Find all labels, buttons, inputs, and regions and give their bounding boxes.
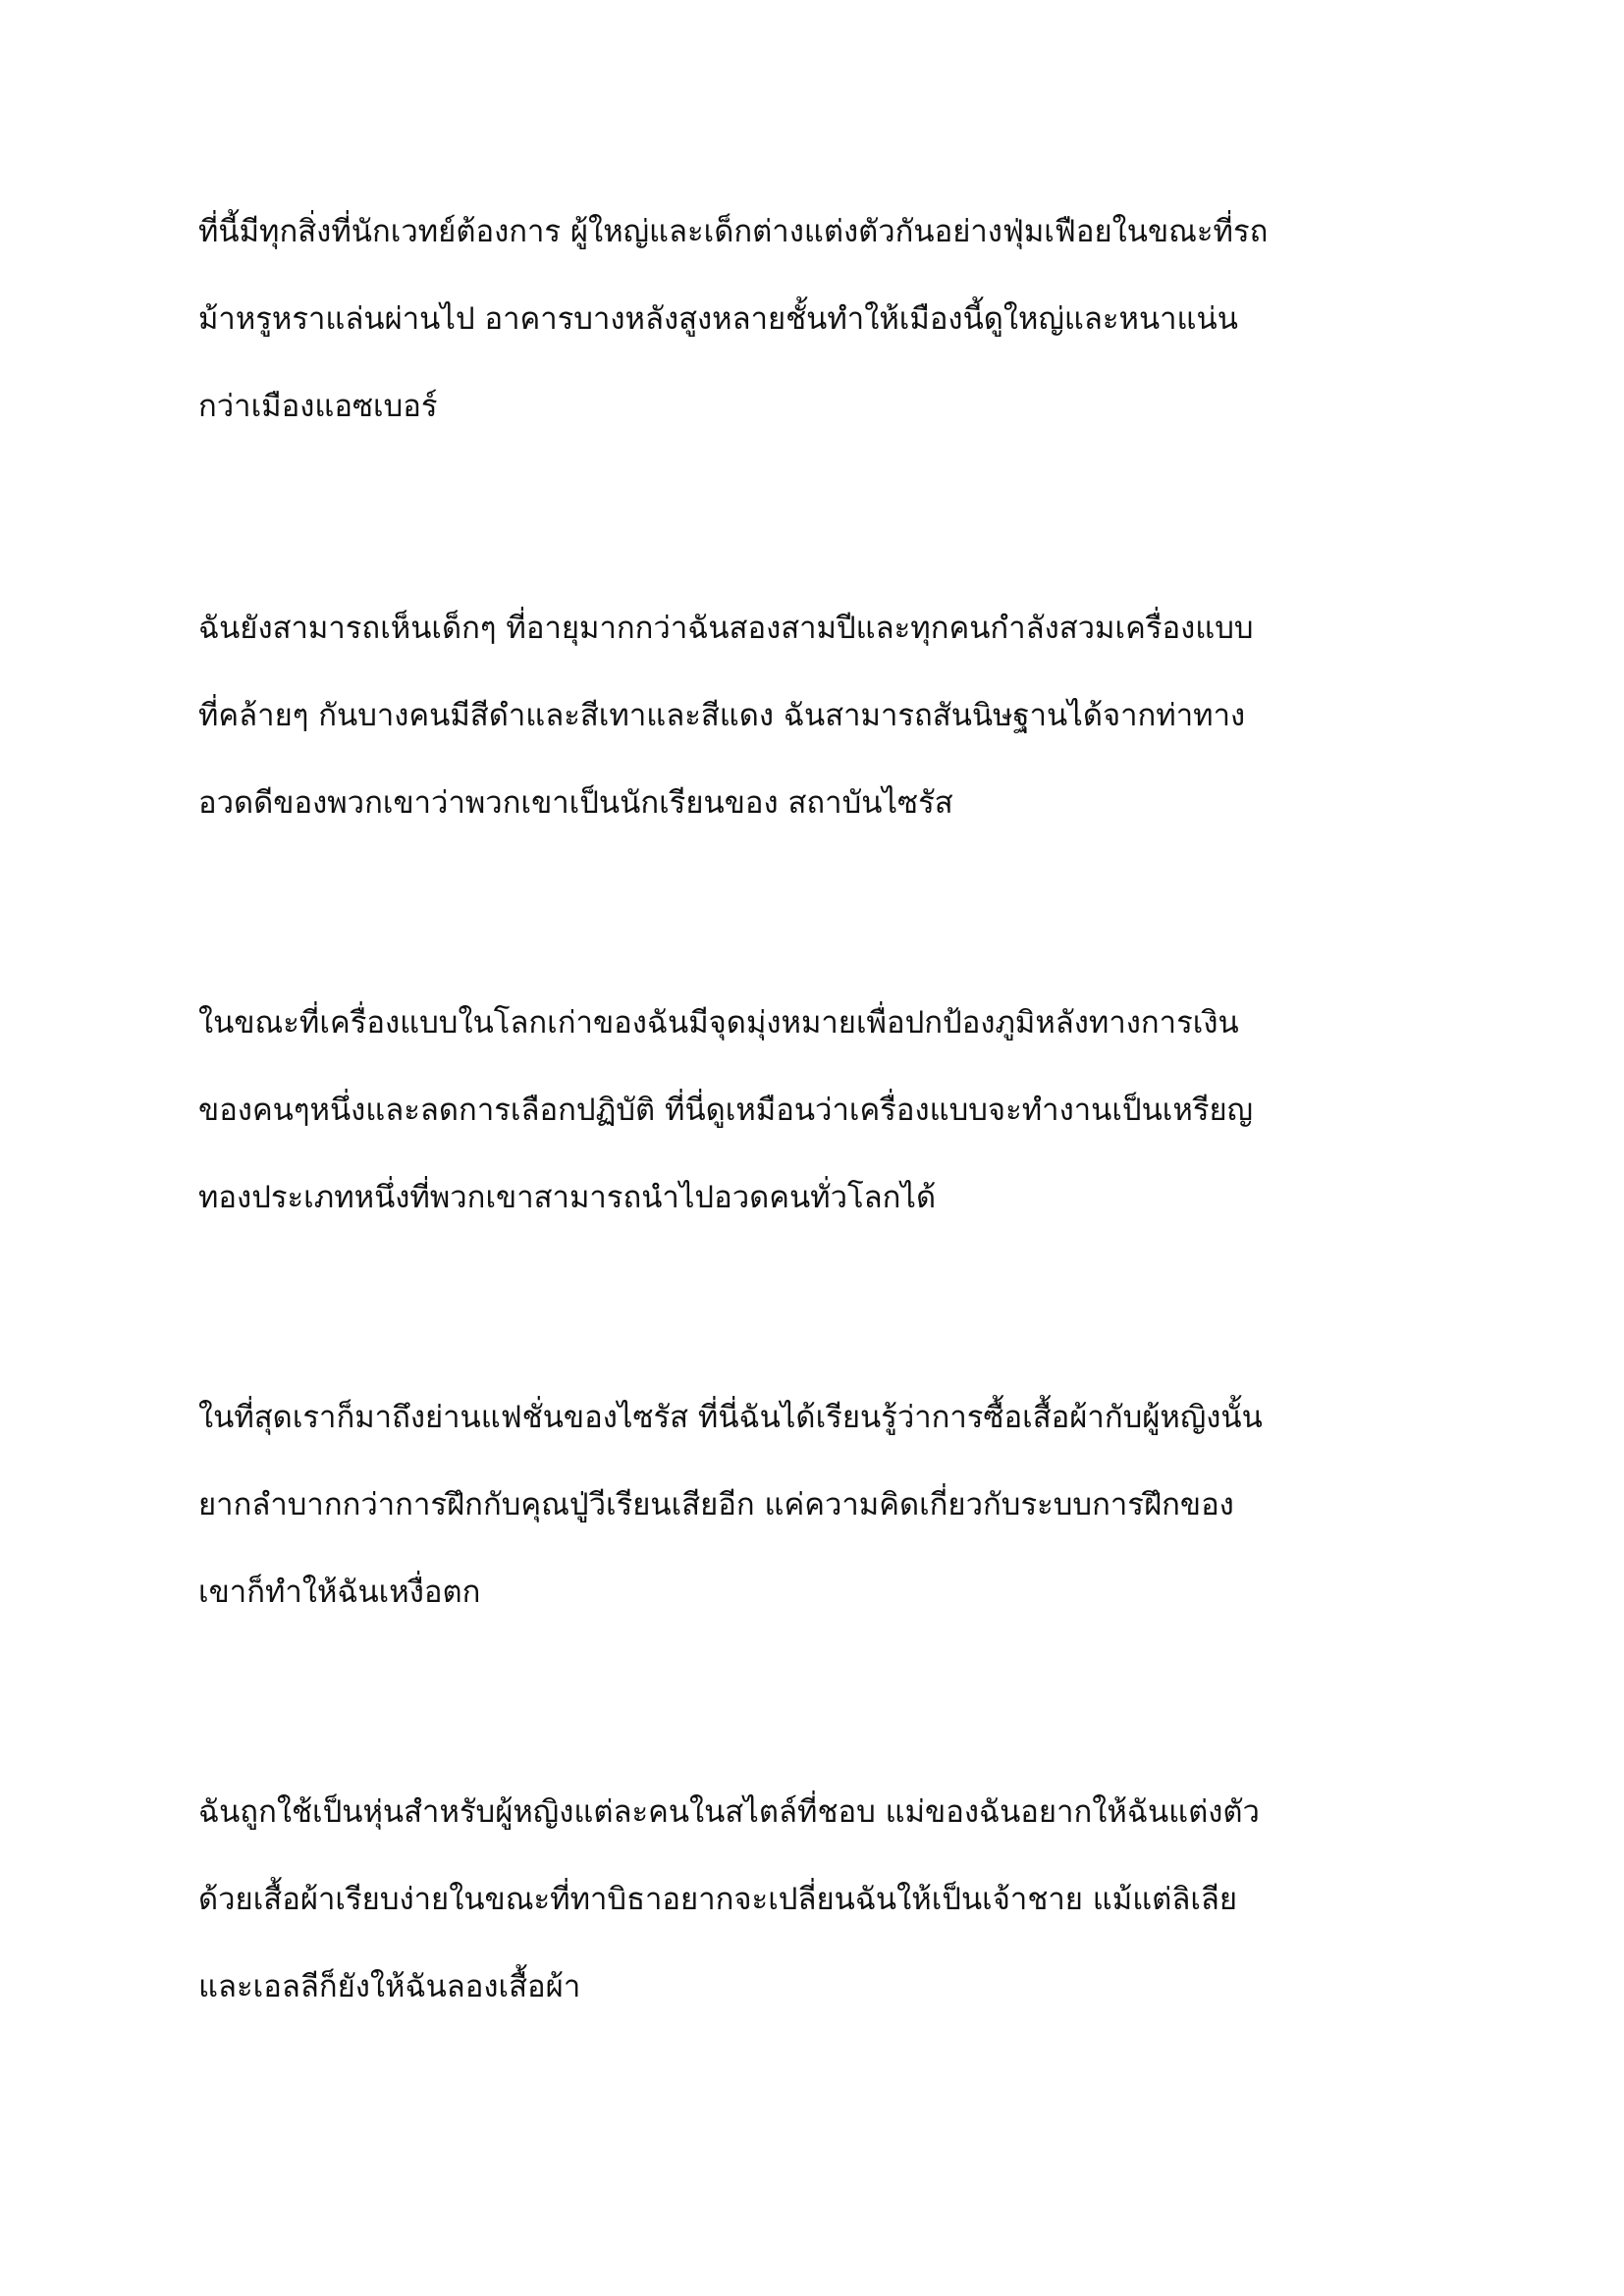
paragraph-line: ทองประเภทหนึ่งที่พวกเขาสามารถนำไปอวดคนทั่วโลกได้: [198, 1180, 937, 1215]
paragraph-line: ที่คล้ายๆ กันบางคนมีสีดำและสีเทาและสีแดง ฉันสามารถสันนิษฐานได้จากท่าทาง: [198, 698, 1246, 733]
paragraph-line: ม้าหรูหราแล่นผ่านไป อาคารบางหลังสูงหลายชั้นทำให้เมืองนี้ดูใหญ่และหนาแน่น: [198, 301, 1238, 337]
paragraph-line: ในขณะที่เครื่องแบบในโลกเก่าของฉันมีจุดมุ่งหมายเพื่อปกป้องภูมิหลังทางการเงิน: [198, 1005, 1239, 1041]
paragraph-line: ด้วยเสื้อผ้าเรียบง่ายในขณะที่ทาบิธาอยากจะเปลี่ยนฉันให้เป็นเจ้าชาย แม้แต่ลิเลีย: [198, 1882, 1238, 1917]
paragraph-line: ที่นี้มีทุกสิ่งที่นักเวทย์ต้องการ ผู้ใหญ่และเด็กต่างแต่งตัวกันอย่างฟุ่มเฟือยในขณะที่รถ: [198, 214, 1269, 249]
paragraph-line: อวดดีของพวกเขาว่าพวกเขาเป็นนักเรียนของ สถาบันไซรัส: [198, 785, 953, 821]
paragraph-5: [198, 1783, 1455, 2045]
paragraph-line: ยากลำบากกว่าการฝึกกับคุณปู่วีเรียนเสียอีก แค่ความคิดเกี่ยวกับระบบการฝึกของ: [198, 1487, 1234, 1522]
paragraph-line: ฉันยังสามารถเห็นเด็กๆ ที่อายุมากกว่าฉันสองสามปีและทุกคนกำลังสวมเครื่องแบบ: [198, 611, 1254, 646]
paragraph-line: กว่าเมืองแอซเบอร์: [198, 389, 438, 424]
paragraph-line: และเอลลีก็ยังให้ฉันลองเสื้อผ้า: [198, 1969, 581, 2004]
paragraph-1: [198, 202, 1455, 464]
paragraph-line: ในที่สุดเราก็มาถึงย่านแฟชั่นของไซรัส ที่นี่ฉันได้เรียนรู้ว่าการซื้อเสื้อผ้ากับผู้หญิงนั้น: [198, 1400, 1263, 1435]
paragraph-2: [198, 599, 1455, 861]
paragraph-4: [198, 1388, 1455, 1650]
paragraph-3: [198, 993, 1455, 1255]
paragraph-line: ฉันถูกใช้เป็นหุ่นสำหรับผู้หญิงแต่ละคนในสไตล์ที่ชอบ แม่ของฉันอยากให้ฉันแต่งตัว: [198, 1794, 1260, 1830]
paragraph-line: เขาก็ทำให้ฉันเหงื่อตก: [198, 1575, 481, 1610]
paragraph-line: ของคนๆหนึ่งและลดการเลือกปฏิบัติ ที่นี่ดูเหมือนว่าเครื่องแบบจะทำงานเป็นเหรียญ: [198, 1093, 1254, 1128]
